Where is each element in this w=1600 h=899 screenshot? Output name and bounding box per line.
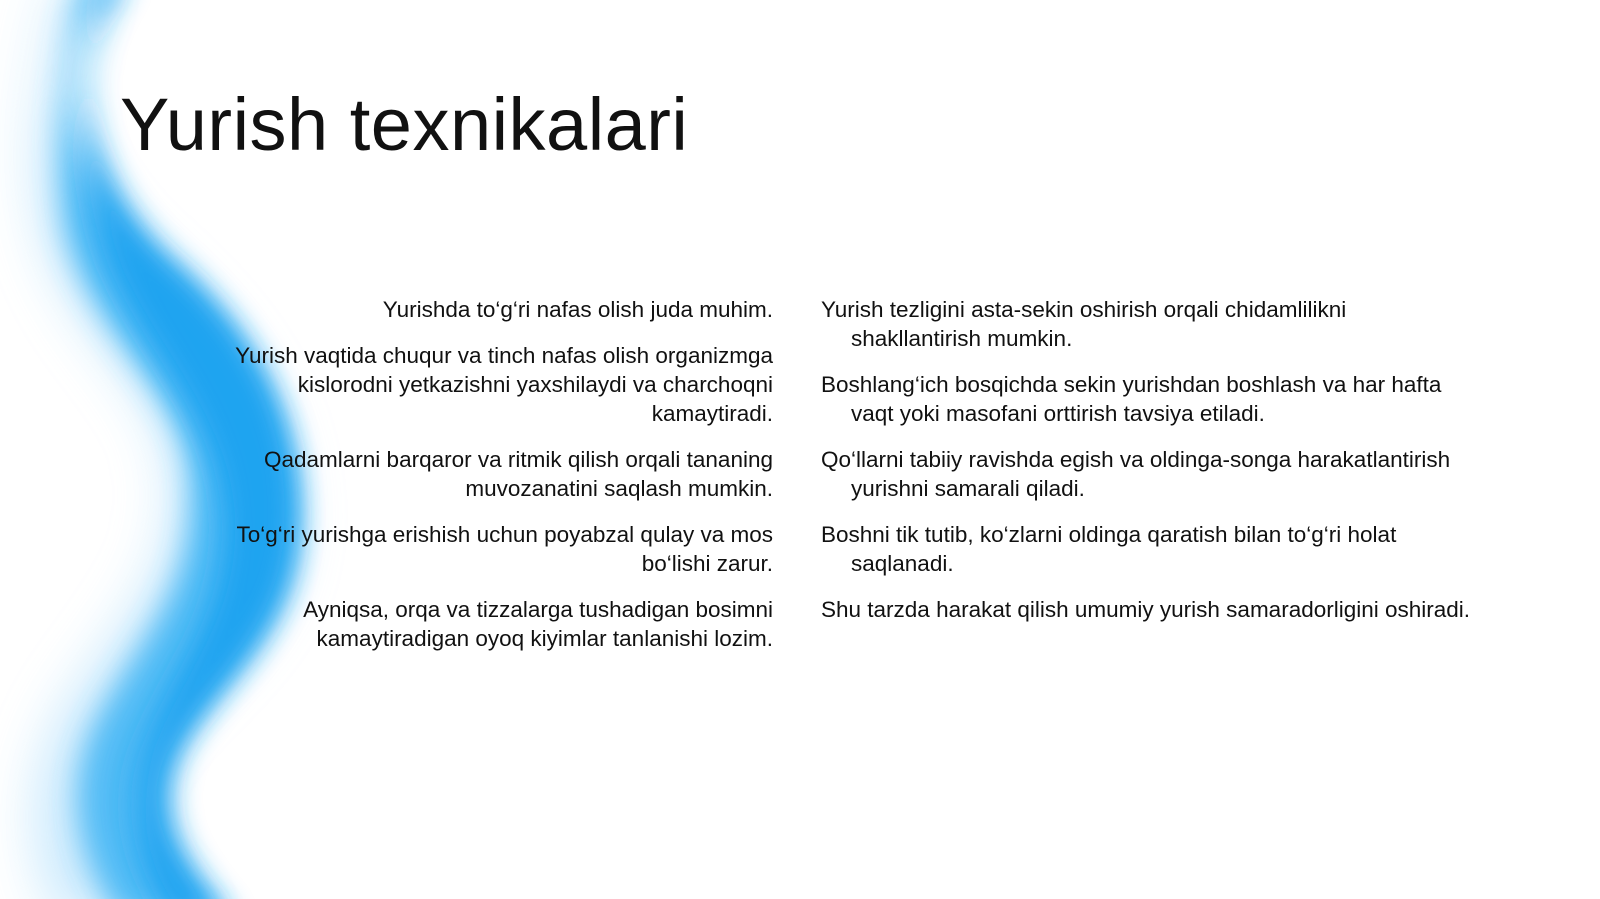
left-paragraph: To‘g‘ri yurishga erishish uchun poyabzal qulay va mos bo‘lishi zarur. <box>236 522 773 576</box>
right-paragraph: Yurish tezligini asta-sekin oshirish orqali chidamlilikni shakllantirish mumkin. <box>821 297 1347 351</box>
left-text-column <box>180 295 773 670</box>
right-paragraph: Boshni tik tutib, ko‘zlarni oldinga qaratish bilan to‘g‘ri holat saqlanadi. <box>821 522 1397 576</box>
left-paragraph: Yurish vaqtida chuqur va tinch nafas olish organizmga kislorodni yetkazishni yaxshilaydi va charchoqni kamaytiradi. <box>235 343 773 426</box>
right-paragraph: Boshlang‘ich bosqichda sekin yurishdan boshlash va har hafta vaqt yoki masofani orttirish tavsiya etiladi. <box>821 372 1442 426</box>
left-paragraph: Ayniqsa, orqa va tizzalarga tushadigan bosimni kamaytiradigan oyoq kiyimlar tanlanishi lozim. <box>303 597 773 651</box>
slide-title: Yurish texnikalari <box>120 83 689 166</box>
right-paragraph: Shu tarzda harakat qilish umumiy yurish samaradorligini oshiradi. <box>821 597 1471 622</box>
left-paragraph: Qadamlarni barqaror va ritmik qilish orqali tananing muvozanatini saqlash mumkin. <box>264 447 773 501</box>
left-paragraph: Yurishda to‘g‘ri nafas olish juda muhim. <box>382 297 773 322</box>
right-paragraph: Qo‘llarni tabiiy ravishda egish va oldinga-songa harakatlantirish yurishni samarali qiladi. <box>821 447 1451 501</box>
right-text-column <box>821 295 1471 641</box>
